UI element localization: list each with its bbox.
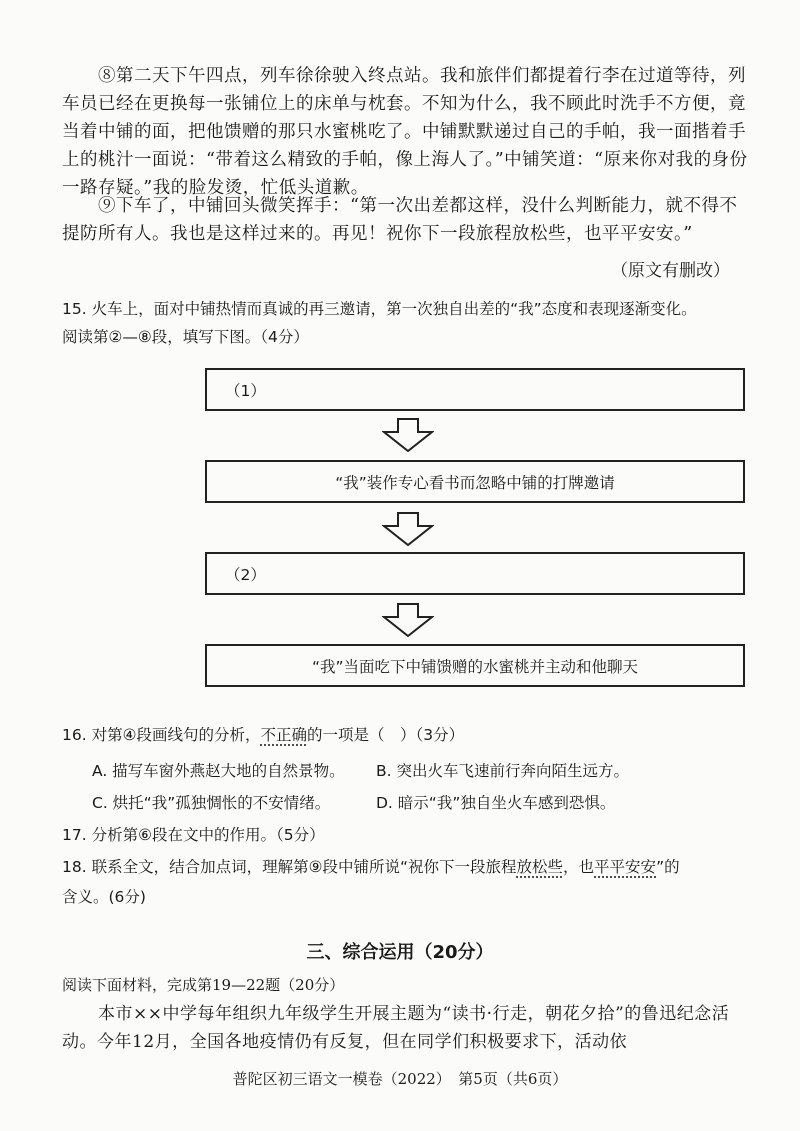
q16-stem-part: 的一项是（ ）（3分） (307, 726, 465, 744)
paragraph-9 (62, 192, 752, 248)
source-note: （原文有删改） (611, 261, 730, 281)
q18-stem-part: ，也 (563, 858, 595, 876)
q18-stem-line1 (62, 855, 680, 877)
paragraph-8-text: ⑧第二天下午四点，列车徐徐驶入终点站。我和旅伴们都提着行李在过道等待，列车员已经在更换每一张铺位上的床单与枕套。不知为什么，我不顾此时洗手不方便，竟当着中铺的面，把他馈赠的那只水蜜桃吃了。中铺默默递过自己的手帕，我一面揩着手上的桃汁一面说：“带着这么精致的手帕，像上海人了。”中铺笑道：“原来你对我的身份一路存疑。”我的脸发烫，忙低头道歉。 (62, 66, 748, 198)
q18-stem-part: 18. 联系全文，结合加点词，理解第⑨段中铺所说“祝你下一段旅程 (62, 858, 517, 876)
down-arrow-icon (382, 603, 434, 637)
page-footer: 普陀区初三语文一模卷（2022） 第5页（共6页） (232, 1070, 568, 1088)
flow-box-3: （2） (205, 552, 745, 595)
q16-option-b: B. 突出火车飞速前行奔向陌生远方。 (376, 762, 629, 780)
flow-box-4: “我”当面吃下中铺馈赠的水蜜桃并主动和他聊天 (205, 644, 745, 687)
q18-dotted-word: 放松些 (516, 858, 564, 876)
q18-stem-line2: 含义。(6分) (62, 888, 146, 906)
q15-stem-line1: 15. 火车上，面对中铺热情而真诚的再三邀请，第一次独自出差的“我”态度和表现逐渐变化。 (62, 300, 697, 318)
paragraph-9-text: ⑨下车了，中铺回头微笑挥手：“第一次出差都这样，没什么判断能力，就不得不提防所有人。我也是这样过来的。再见！祝你下一段旅程放松些，也平平安安。” (62, 196, 738, 244)
q16-option-d: D. 暗示“我”独自坐火车感到恐惧。 (376, 794, 616, 812)
down-arrow-icon (382, 512, 434, 546)
q16-stem-part: 16. 对第④段画线句的分析， (62, 726, 261, 744)
down-arrow-icon (382, 418, 434, 452)
q16-option-c: C. 烘托“我”孤独惆怅的不安情绪。 (92, 794, 331, 812)
flow-box-2: “我”装作专心看书而忽略中铺的打牌邀请 (205, 460, 745, 503)
q16-emphasis: 不正确 (260, 726, 307, 744)
section-intro: 阅读下面材料，完成第19—22题（20分） (62, 976, 345, 994)
flow-box-1: （1） (205, 368, 745, 411)
section-paragraph (62, 1000, 752, 1056)
paragraph-8 (62, 62, 752, 202)
section-heading: 三、综合运用（20分） (306, 942, 494, 963)
q16-stem (62, 723, 464, 745)
q15-stem-line2: 阅读第②—⑧段，填写下图。（4分） (62, 328, 309, 346)
q18-dotted-word: 平平安安 (594, 858, 657, 876)
section-paragraph-text: 本市××中学每年组织九年级学生开展主题为“读书·行走，朝花夕拾”的鲁迅纪念活动。今年12月，全国各地疫情仍有反复，但在同学们积极要求下，活动依 (62, 1004, 730, 1052)
q16-option-a: A. 描写车窗外燕赵大地的自然景物。 (92, 762, 345, 780)
q17-stem: 17. 分析第⑥段在文中的作用。（5分） (62, 826, 325, 844)
q18-stem-part: ”的 (656, 858, 680, 876)
